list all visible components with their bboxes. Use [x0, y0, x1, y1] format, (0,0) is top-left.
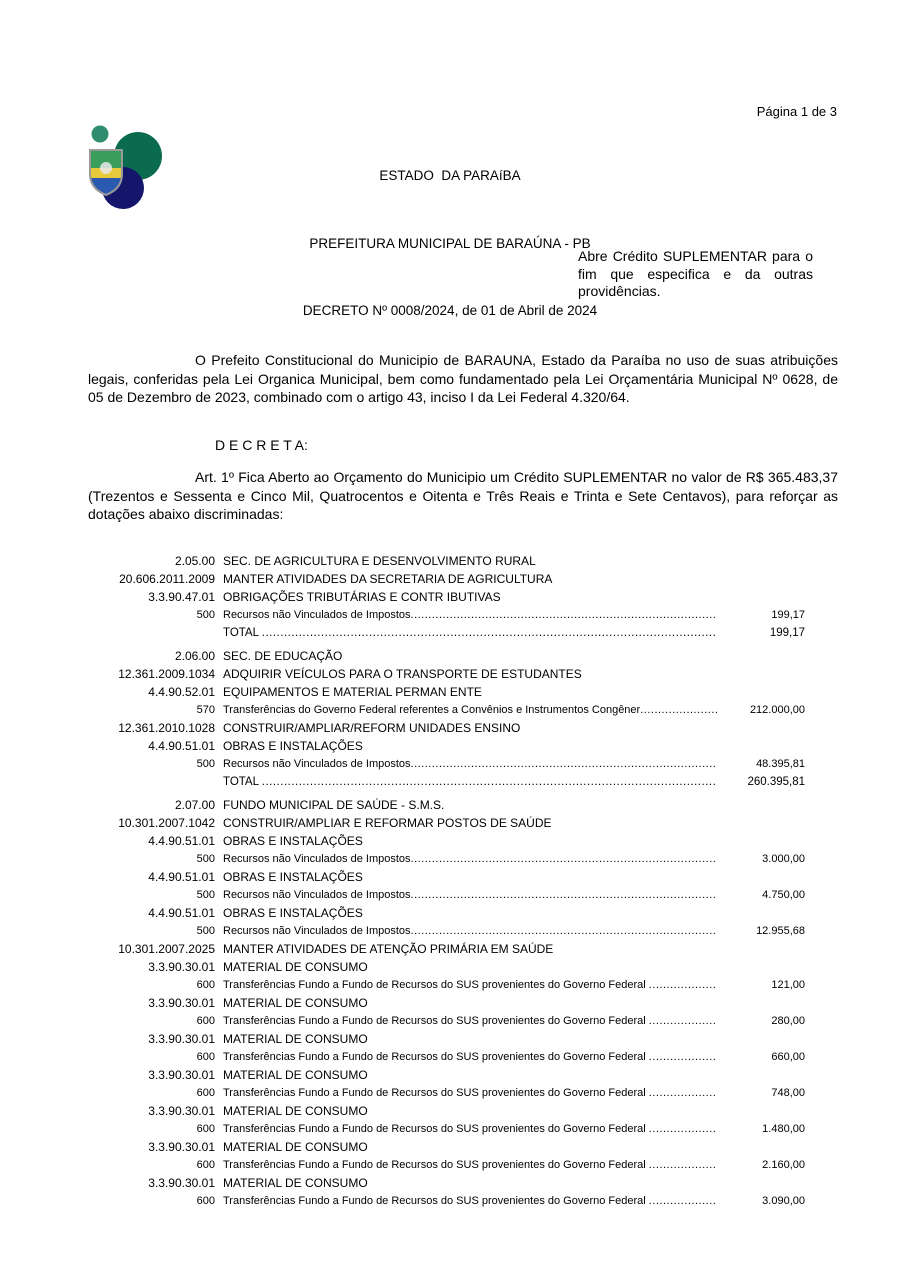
- budget-code: 2.07.00: [174, 798, 215, 812]
- municipality-logo: [86, 122, 166, 214]
- budget-value: 199,17: [771, 609, 805, 621]
- budget-row-source: [88, 1084, 805, 1102]
- header-state-line: ESTADO DA PARAíBA: [379, 168, 521, 183]
- dotted-leader: [649, 976, 717, 994]
- budget-row-nature: [88, 832, 805, 850]
- budget-code: 3.3.90.30.01: [148, 1176, 215, 1190]
- budget-code: 500: [196, 925, 215, 937]
- dotted-leader: [411, 850, 717, 868]
- budget-label: MATERIAL DE CONSUMO: [223, 1104, 368, 1118]
- budget-label: OBRAS E INSTALAÇÕES: [223, 834, 363, 848]
- budget-row-nature: [88, 958, 805, 976]
- budget-value: 199,17: [769, 627, 805, 639]
- budget-row-action: [88, 570, 805, 588]
- budget-row-nature: [88, 904, 805, 922]
- budget-label: Recursos não Vinculados de Impostos: [223, 609, 411, 621]
- budget-code: 12.361.2009.1034: [118, 667, 215, 681]
- budget-label: Recursos não Vinculados de Impostos: [223, 758, 411, 770]
- budget-code: 10.301.2007.1042: [118, 816, 215, 830]
- budget-value: 3.000,00: [762, 853, 805, 865]
- dotted-leader: [649, 1156, 717, 1174]
- budget-row-nature: [88, 1174, 805, 1192]
- budget-row-nature: [88, 1066, 805, 1084]
- budget-row-source: [88, 976, 805, 994]
- dotted-leader: [262, 773, 717, 791]
- budget-row-source: [88, 755, 805, 773]
- budget-label: CONSTRUIR/AMPLIAR/REFORM UNIDADES ENSINO: [223, 721, 521, 735]
- budget-value: 260.395,81: [747, 776, 805, 788]
- budget-row-action: [88, 940, 805, 958]
- budget-value: 1.480,00: [762, 1123, 805, 1135]
- budget-code: [88, 624, 215, 642]
- budget-row-nature: [88, 868, 805, 886]
- budget-label: MATERIAL DE CONSUMO: [223, 1176, 368, 1190]
- decree-preamble: O Prefeito Constitucional do Municipio de BARAUNA, Estado da Paraíba no uso de suas atribuições legais, conferidas pela Lei Organica Municipal, bem como fundamentado pela Lei Orçamentária Municipal Nº 0628, de 05 de Dezembro de 2023, combinado com o artigo 43, inciso I da Lei Federal 4.320/64.: [88, 352, 838, 405]
- budget-label: FUNDO MUNICIPAL DE SAÚDE - S.M.S.: [223, 798, 445, 812]
- dotted-leader: [649, 1048, 717, 1066]
- budget-label: Transferências Fundo a Fundo de Recursos do SUS provenientes do Governo Federal: [223, 1123, 649, 1135]
- budget-code: 12.361.2010.1028: [118, 721, 215, 735]
- budget-label: MATERIAL DE CONSUMO: [223, 1032, 368, 1046]
- budget-row-nature: [88, 737, 805, 755]
- dotted-leader: [649, 1012, 717, 1030]
- budget-code: 3.3.90.30.01: [148, 1032, 215, 1046]
- budget-value: 3.090,00: [762, 1195, 805, 1207]
- dotted-leader: [640, 701, 717, 719]
- budget-label: Transferências Fundo a Fundo de Recursos do SUS provenientes do Governo Federal: [223, 979, 649, 991]
- budget-code: 2.05.00: [174, 554, 215, 568]
- dotted-leader: [411, 886, 717, 904]
- budget-row-org: [88, 552, 805, 570]
- budget-label: Transferências Fundo a Fundo de Recursos do SUS provenientes do Governo Federal: [223, 1051, 649, 1063]
- budget-code: 600: [196, 1015, 215, 1027]
- budget-row-source: [88, 1120, 805, 1138]
- header-decree-line: DECRETO Nº 0008/2024, de 01 de Abril de 2024: [302, 303, 598, 318]
- budget-code: 3.3.90.30.01: [148, 1140, 215, 1154]
- budget-value: 2.160,00: [762, 1159, 805, 1171]
- budget-code: 600: [196, 1087, 215, 1099]
- article-1-text: Art. 1º Fica Aberto ao Orçamento do Municipio um Crédito SUPLEMENTAR no valor de R$ 365.483,37 (Trezentos e Sessenta e Cinco Mil, Quatrocentos e Oitenta e Três Reais e Trinta e Sete Centavos), para reforçar as dotações abaixo discriminadas:: [88, 469, 838, 522]
- budget-row-source: [88, 1012, 805, 1030]
- budget-code: 500: [196, 889, 215, 901]
- budget-row-source: [88, 850, 805, 868]
- budget-label: Transferências Fundo a Fundo de Recursos do SUS provenientes do Governo Federal: [223, 1195, 649, 1207]
- budget-row-org: [88, 796, 805, 814]
- budget-code: 20.606.2011.2009: [119, 572, 215, 586]
- budget-label: Transferências Fundo a Fundo de Recursos do SUS provenientes do Governo Federal: [223, 1159, 649, 1171]
- decree-summary: Abre Crédito SUPLEMENTAR para o fim que especifica e da outras providências.: [578, 248, 813, 299]
- budget-code: 10.301.2007.2025: [118, 942, 215, 956]
- budget-row-nature: [88, 683, 805, 701]
- budget-row-total: [88, 624, 805, 642]
- budget-label: OBRAS E INSTALAÇÕES: [223, 739, 363, 753]
- budget-code: 3.3.90.47.01: [148, 590, 215, 604]
- budget-row-nature: [88, 588, 805, 606]
- budget-row-nature: [88, 1102, 805, 1120]
- dotted-leader: [411, 922, 717, 940]
- budget-code: 2.06.00: [174, 649, 215, 663]
- budget-value: 212.000,00: [749, 704, 805, 716]
- budget-label: SEC. DE AGRICULTURA E DESENVOLVIMENTO RURAL: [223, 554, 536, 568]
- budget-label: TOTAL: [223, 627, 262, 639]
- dotted-leader: [649, 1084, 717, 1102]
- dotted-leader: [411, 755, 717, 773]
- budget-value: 660,00: [771, 1051, 805, 1063]
- dotted-leader: [649, 1120, 717, 1138]
- budget-value: 748,00: [771, 1087, 805, 1099]
- budget-code: 600: [196, 979, 215, 991]
- document-header: [180, 120, 720, 368]
- budget-code: 500: [196, 758, 215, 770]
- budget-code: 4.4.90.51.01: [148, 739, 215, 753]
- budget-row-source: [88, 1192, 805, 1210]
- budget-row-source: [88, 701, 805, 719]
- budget-allocation-table: [88, 547, 805, 1210]
- dotted-leader: [411, 606, 717, 624]
- budget-code: 500: [196, 853, 215, 865]
- budget-label: TOTAL: [223, 776, 262, 788]
- budget-code: 600: [196, 1123, 215, 1135]
- dotted-leader: [262, 624, 717, 642]
- budget-code: 600: [196, 1159, 215, 1171]
- budget-label: CONSTRUIR/AMPLIAR E REFORMAR POSTOS DE SAÚDE: [223, 816, 552, 830]
- budget-code: 3.3.90.30.01: [148, 1104, 215, 1118]
- header-municipality-line: PREFEITURA MUNICIPAL DE BARAÚNA - PB: [309, 235, 591, 251]
- budget-code: 3.3.90.30.01: [148, 996, 215, 1010]
- budget-value: 121,00: [771, 979, 805, 991]
- budget-row-source: [88, 886, 805, 904]
- budget-row-nature: [88, 1030, 805, 1048]
- budget-row-source: [88, 1048, 805, 1066]
- budget-code: [88, 773, 215, 791]
- budget-row-org: [88, 647, 805, 665]
- budget-value: 48.395,81: [756, 758, 805, 770]
- budget-label: OBRAS E INSTALAÇÕES: [223, 906, 363, 920]
- budget-value: 4.750,00: [762, 889, 805, 901]
- budget-label: MATERIAL DE CONSUMO: [223, 1068, 368, 1082]
- budget-code: 600: [196, 1195, 215, 1207]
- budget-row-action: [88, 665, 805, 683]
- budget-label: SEC. DE EDUCAÇÃO: [223, 649, 343, 663]
- dotted-leader: [649, 1192, 717, 1210]
- budget-code: 600: [196, 1051, 215, 1063]
- budget-row-source: [88, 922, 805, 940]
- budget-label: Transferências do Governo Federal referentes a Convênios e Instrumentos Congêner: [223, 704, 641, 716]
- budget-row-nature: [88, 1138, 805, 1156]
- budget-label: OBRAS E INSTALAÇÕES: [223, 870, 363, 884]
- budget-label: MANTER ATIVIDADES DE ATENÇÃO PRIMÁRIA EM SAÚDE: [223, 942, 554, 956]
- budget-label: MATERIAL DE CONSUMO: [223, 1140, 368, 1154]
- budget-label: MATERIAL DE CONSUMO: [223, 960, 368, 974]
- budget-code: 4.4.90.51.01: [148, 834, 215, 848]
- budget-value: 280,00: [771, 1015, 805, 1027]
- budget-code: 500: [196, 609, 215, 621]
- budget-label: Transferências Fundo a Fundo de Recursos do SUS provenientes do Governo Federal: [223, 1087, 649, 1099]
- budget-label: MANTER ATIVIDADES DA SECRETARIA DE AGRICULTURA: [223, 572, 553, 586]
- page-number: Página 1 de 3: [756, 104, 837, 119]
- budget-label: Recursos não Vinculados de Impostos: [223, 889, 411, 901]
- budget-label: ADQUIRIR VEÍCULOS PARA O TRANSPORTE DE ESTUDANTES: [223, 667, 582, 681]
- budget-code: 3.3.90.30.01: [148, 1068, 215, 1082]
- budget-value: 12.955,68: [756, 925, 805, 937]
- budget-code: 3.3.90.30.01: [148, 960, 215, 974]
- budget-code: 4.4.90.51.01: [148, 906, 215, 920]
- decreta-heading: D E C R E T A:: [215, 437, 308, 453]
- budget-code: 4.4.90.52.01: [148, 685, 215, 699]
- budget-label: Recursos não Vinculados de Impostos: [223, 853, 411, 865]
- budget-label: EQUIPAMENTOS E MATERIAL PERMAN ENTE: [223, 685, 482, 699]
- budget-label: Recursos não Vinculados de Impostos: [223, 925, 411, 937]
- budget-row-source: [88, 1156, 805, 1174]
- coat-of-arms-icon: [86, 122, 166, 214]
- budget-label: Transferências Fundo a Fundo de Recursos do SUS provenientes do Governo Federal: [223, 1015, 649, 1027]
- budget-code: 570: [196, 704, 215, 716]
- budget-row-action: [88, 814, 805, 832]
- budget-row-source: [88, 606, 805, 624]
- budget-row-nature: [88, 994, 805, 1012]
- budget-row-action: [88, 719, 805, 737]
- budget-row-total: [88, 773, 805, 791]
- budget-code: 4.4.90.51.01: [148, 870, 215, 884]
- budget-label: MATERIAL DE CONSUMO: [223, 996, 368, 1010]
- budget-label: OBRIGAÇÕES TRIBUTÁRIAS E CONTR IBUTIVAS: [223, 590, 501, 604]
